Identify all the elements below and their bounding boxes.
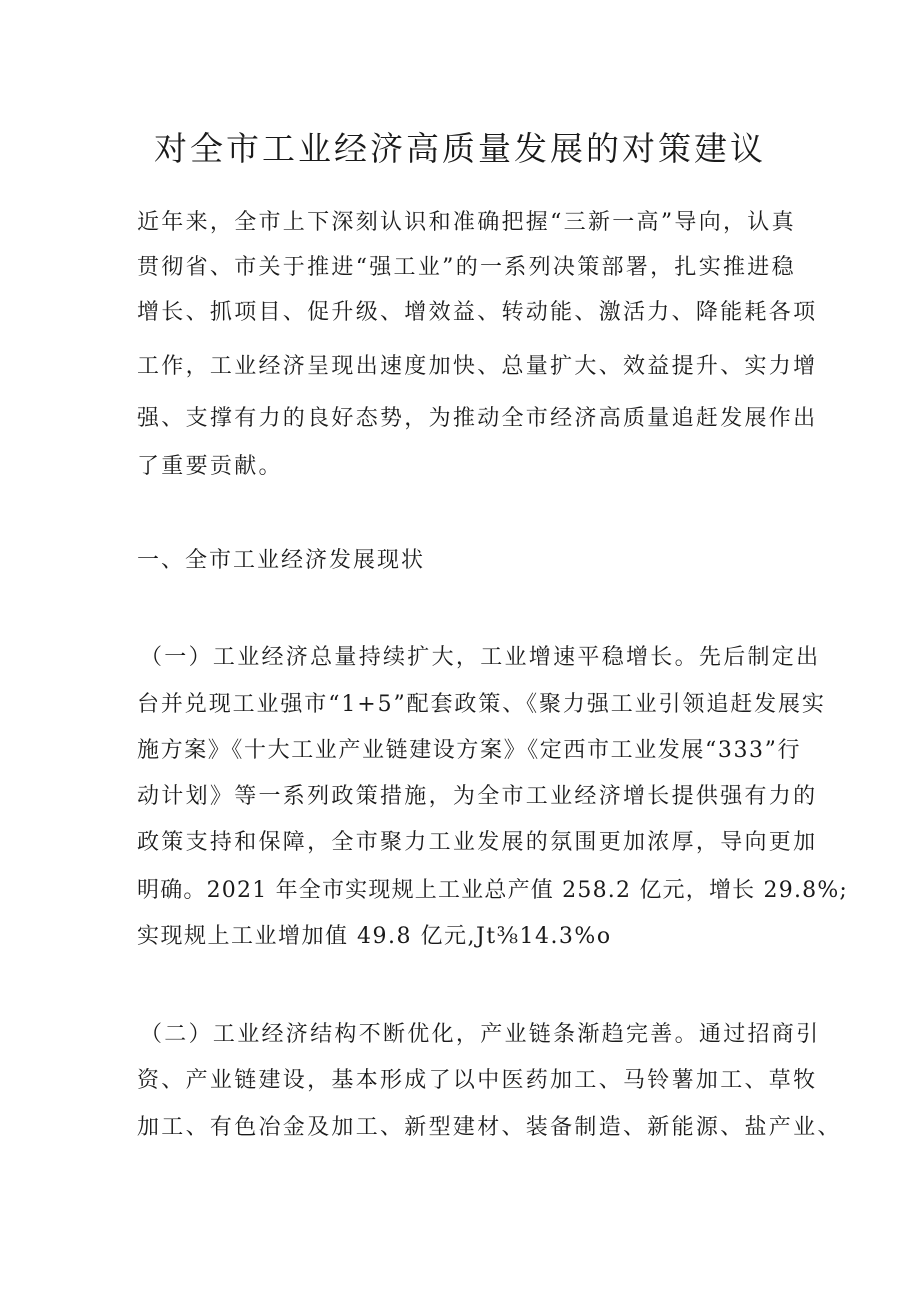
section-heading: 一、全市工业经济发展现状	[137, 548, 426, 573]
subsection1-line: 动计划》等一系列政策措施，为全市工业经济增长提供强有力的	[137, 784, 818, 809]
intro-line: 强、支撑有力的良好态势，为推动全市经济高质量追赶发展作出	[137, 406, 818, 431]
intro-line: 增长、抓项目、促升级、增效益、转动能、激活力、降能耗各项	[137, 300, 818, 325]
subsection1-line: 实现规上工业增加值 49.8 亿元,Jt⅜14.3%o	[137, 924, 612, 949]
subsection1-line: 施方案》《十大工业产业链建设方案》《定西市工业发展“333”行	[137, 738, 802, 763]
document-title: 对全市工业经济高质量发展的对策建议	[154, 129, 766, 168]
subsection2-line: （二）工业经济结构不断优化，产业链条渐趋完善。通过招商引	[140, 1022, 821, 1047]
intro-line: 工作，工业经济呈现出速度加快、总量扩大、效益提升、实力增	[137, 354, 818, 379]
intro-line: 近年来，全市上下深刻认识和准确把握“三新一高”导向，认真	[137, 210, 796, 235]
intro-line: 了重要贡献。	[137, 454, 283, 479]
subsection2-line: 资、产业链建设，基本形成了以中医药加工、马铃薯加工、草牧	[137, 1068, 818, 1093]
intro-line: 贯彻省、市关于推进“强工业”的一系列决策部署，扎实推进稳	[137, 255, 796, 280]
subsection2-line: 加工、有色冶金及加工、新型建材、装备制造、新能源、盐产业、	[137, 1115, 842, 1140]
subsection1-line: 台并兑现工业强市“1+5”配套政策、《聚力强工业引领追赶发展实	[137, 692, 826, 717]
subsection1-line: 明确。2021 年全市实现规上工业总产值 258.2 亿元，增长 29.8%;	[137, 878, 849, 903]
subsection1-line: （一）工业经济总量持续扩大，工业增速平稳增长。先后制定出	[140, 645, 821, 670]
subsection1-line: 政策支持和保障，全市聚力工业发展的氛围更加浓厚，导向更加	[137, 830, 818, 855]
